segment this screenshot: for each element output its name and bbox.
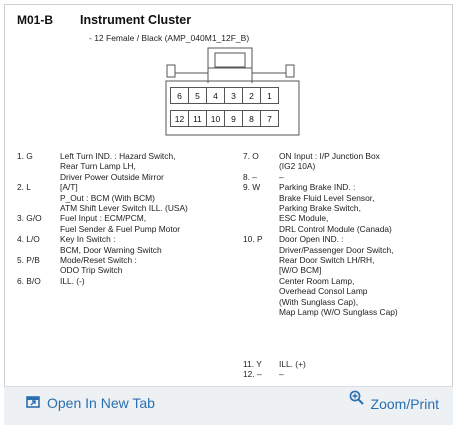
pin-description-line: Fuel Input : ECM/PCM, bbox=[60, 213, 147, 224]
pin-description-line: Mode/Reset Switch : bbox=[60, 255, 137, 265]
connector-pin-cell: 4 bbox=[207, 88, 225, 104]
pin-number: 10. P bbox=[243, 234, 263, 245]
pin-description-line: (IG2 10A) bbox=[279, 161, 316, 172]
pin-description-line: Rear Door Switch LH/RH, bbox=[279, 255, 375, 265]
pin-number: 3. G/O bbox=[17, 213, 42, 224]
connector-pin-cell: 9 bbox=[225, 111, 243, 127]
pin-number: 7. O bbox=[243, 151, 259, 161]
pin-description-line: Fuel Sender & Fuel Pump Motor bbox=[60, 223, 181, 234]
connector-pin-cell: 10 bbox=[207, 111, 225, 127]
pin-number: 1. G bbox=[17, 151, 33, 161]
connector-title: Instrument Cluster bbox=[80, 13, 192, 27]
connector-pin-cell: 1 bbox=[261, 88, 279, 104]
pin-description-line: Driver Power Outside Mirror bbox=[60, 171, 164, 182]
pin-description-line: (With Sunglass Cap), bbox=[279, 296, 359, 307]
pin-description-line: ODO Trip Switch bbox=[60, 265, 123, 276]
pin-number: 2. L bbox=[17, 182, 31, 193]
pin-description-line: Left Turn IND. : Hazard Switch, bbox=[60, 151, 176, 161]
connector-pin-cell: 7 bbox=[261, 111, 279, 127]
pin-number: 9. W bbox=[243, 182, 261, 193]
connector-pin-cell: 5 bbox=[189, 88, 207, 104]
pin-description-line: Door Open IND. : bbox=[279, 234, 344, 245]
pin-description-line: – bbox=[279, 171, 284, 182]
zoom-print-label: Zoom/Print bbox=[370, 396, 439, 412]
card-footer bbox=[4, 386, 453, 425]
pin-number: 11. Y bbox=[243, 359, 262, 369]
pin-description-line: DRL Control Module (Canada) bbox=[279, 223, 392, 234]
external-window-icon bbox=[26, 395, 40, 411]
pin-description-line: ATM Shift Lever Switch ILL. (USA) bbox=[60, 203, 188, 213]
pin-description-line: ESC Module, bbox=[279, 213, 329, 224]
pin-description-line: Brake Fluid Level Sensor, bbox=[279, 192, 375, 203]
pin-number: 5. P/B bbox=[17, 255, 40, 265]
connector-bottom-row bbox=[170, 110, 279, 127]
pin-description-line: Map Lamp (W/O Sunglass Cap) bbox=[279, 307, 398, 317]
pin-description-line: Overhead Consol Lamp bbox=[279, 286, 368, 297]
connector-pin-cell: 11 bbox=[189, 111, 207, 127]
pin-number: 4. L/O bbox=[17, 234, 40, 245]
pin-description-line: Center Room Lamp, bbox=[279, 275, 355, 286]
open-in-new-tab-label: Open In New Tab bbox=[47, 395, 155, 411]
pin-description-line: ILL. (-) bbox=[60, 275, 85, 286]
pin-description-line: [A/T] bbox=[60, 182, 78, 193]
pin-description-line: Driver/Passenger Door Switch, bbox=[279, 244, 394, 255]
open-in-new-tab-button[interactable] bbox=[26, 395, 155, 411]
pin-number: 6. B/O bbox=[17, 275, 41, 286]
pin-number: 12. – bbox=[243, 369, 262, 380]
pin-description-line: BCM, Door Warning Switch bbox=[60, 244, 162, 255]
connector-pin-cell: 8 bbox=[243, 111, 261, 127]
connector-subtitle: - 12 Female / Black (AMP_040M1_12F_B) bbox=[89, 33, 250, 43]
connector-pin-cell: 2 bbox=[243, 88, 261, 104]
connector-pin-cell: 6 bbox=[171, 88, 189, 104]
pin-description-line: P_Out : BCM (With BCM) bbox=[60, 192, 155, 203]
pin-description-line: – bbox=[279, 369, 284, 380]
connector-top-row bbox=[170, 87, 279, 104]
pin-description-line: Parking Brake IND. : bbox=[279, 182, 356, 193]
pin-description-line: Rear Turn Lamp LH, bbox=[60, 161, 136, 172]
connector-code: M01-B bbox=[17, 13, 54, 27]
connector-pin-cell: 3 bbox=[225, 88, 243, 104]
pin-description-line: Parking Brake Switch, bbox=[279, 203, 361, 213]
pin-description-line: Key In Switch : bbox=[60, 234, 116, 245]
pin-description-line: ILL. (+) bbox=[279, 359, 306, 369]
zoom-print-button[interactable] bbox=[349, 395, 439, 413]
pin-number: 8. – bbox=[243, 171, 257, 182]
zoom-in-icon bbox=[349, 390, 364, 408]
wiring-diagram-card bbox=[4, 4, 453, 425]
pin-description-line: ON Input : I/P Junction Box bbox=[279, 151, 380, 161]
pin-description-line: [W/O BCM] bbox=[279, 265, 322, 276]
connector-pin-cell: 12 bbox=[171, 111, 189, 127]
